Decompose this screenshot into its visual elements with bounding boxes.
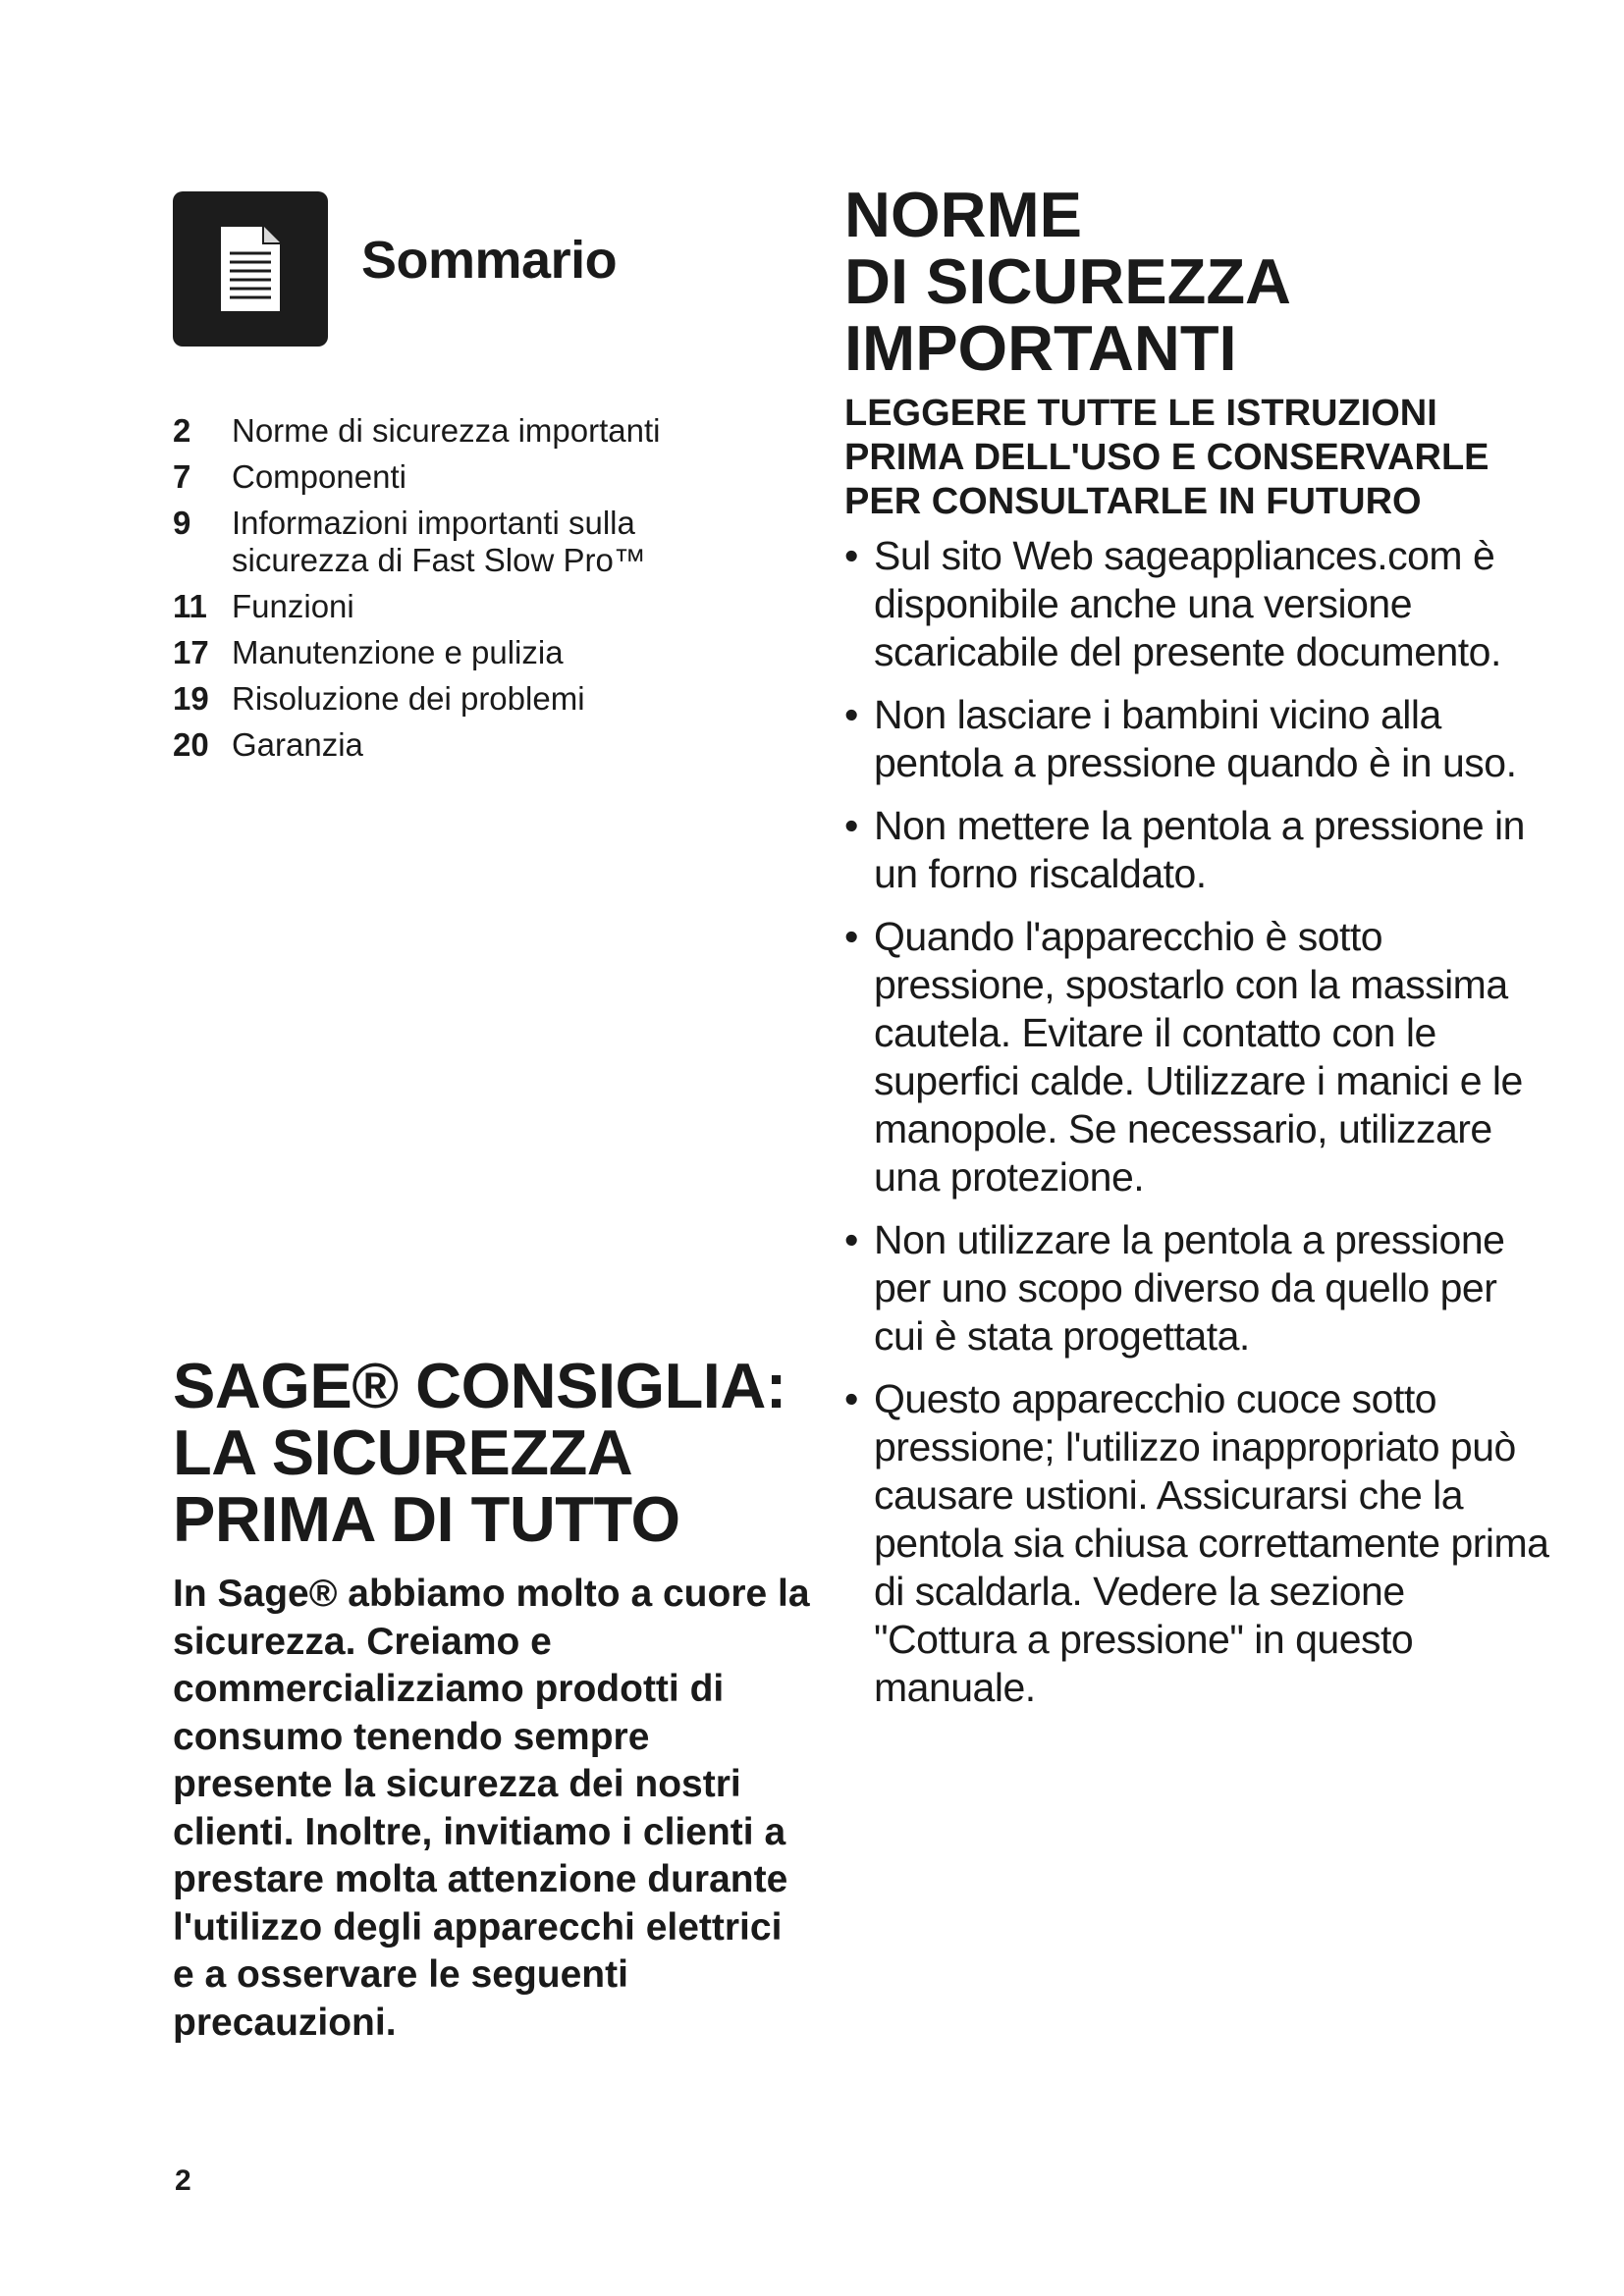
toc-item-number: 2 — [173, 412, 191, 449]
toc-item[interactable] — [173, 458, 723, 496]
toc-item[interactable] — [173, 680, 723, 718]
advice-heading-line: LA SICUREZZA — [173, 1416, 633, 1488]
safety-bullet — [844, 1216, 1551, 1361]
toc-list — [173, 412, 723, 773]
safety-bullet-list — [844, 532, 1551, 1712]
safety-bullet — [844, 532, 1551, 676]
toc-item-number: 7 — [173, 458, 191, 495]
toc-item-number: 17 — [173, 634, 209, 670]
bullet-icon: • — [844, 1217, 858, 1262]
safety-bullet-text: Non lasciare i bambini vicino alla pentola a pressione quando è in uso. — [874, 692, 1517, 785]
toc-item-label: Garanzia — [232, 726, 363, 763]
bullet-icon: • — [844, 692, 858, 737]
bullet-icon: • — [844, 533, 858, 578]
safety-bullet — [844, 691, 1551, 787]
bullet-icon: • — [844, 1376, 858, 1421]
safety-bullet-text: Non mettere la pentola a pressione in un forno riscaldato. — [874, 803, 1525, 896]
advice-heading-line: PRIMA DI TUTTO — [173, 1483, 680, 1555]
toc-title: Sommario — [361, 231, 618, 290]
safety-heading-line: DI SICUREZZA — [844, 245, 1291, 317]
toc-item-label: Componenti — [232, 458, 406, 495]
safety-heading — [844, 179, 1551, 384]
toc-item[interactable] — [173, 505, 723, 579]
safety-advice-section — [173, 1350, 811, 2047]
safety-bullet-text: Sul sito Web sageappliances.com è disponibile anche una versione scaricabile del presente documento. — [874, 533, 1501, 674]
document-icon — [173, 191, 328, 347]
safety-bullet-text: Questo apparecchio cuoce sotto pressione; l'utilizzo inappropriato può causare ustioni. Assicurarsi che la pentola sia chiusa correttamente prima di scaldarla. Vedere la sezione "Cottura a pressione" in questo manuale. — [874, 1376, 1549, 1710]
safety-subheading: LEGGERE TUTTE LE ISTRUZIONI PRIMA DELL'USO E CONSERVARLE PER CONSULTARLE IN FUTURO — [844, 393, 1489, 522]
safety-rules-section — [844, 179, 1551, 1727]
toc-item[interactable] — [173, 634, 723, 671]
advice-heading-line: SAGE® CONSIGLIA: — [173, 1350, 786, 1421]
toc-item-label: Risoluzione dei problemi — [232, 680, 585, 717]
page-number: 2 — [175, 2164, 191, 2197]
safety-heading-line: NORME — [844, 179, 1082, 250]
toc-item-number: 11 — [173, 588, 207, 624]
toc-header — [173, 191, 617, 347]
safety-bullet — [844, 1375, 1551, 1712]
toc-item-number: 20 — [173, 726, 209, 763]
toc-item-label: Manutenzione e pulizia — [232, 634, 564, 670]
safety-heading-line: IMPORTANTI — [844, 312, 1237, 384]
toc-item[interactable] — [173, 588, 723, 625]
safety-bullet-text: Quando l'apparecchio è sotto pressione, spostarlo con la massima cautela. Evitare il contatto con le superfici calde. Utilizzare i manici e le manopole. Se necessario, utilizzare una protezione. — [874, 914, 1523, 1200]
toc-item[interactable] — [173, 412, 723, 450]
advice-heading — [173, 1350, 811, 1555]
safety-bullet-text: Non utilizzare la pentola a pressione per uno scopo diverso da quello per cui è stata progettata. — [874, 1217, 1505, 1359]
advice-intro: In Sage® abbiamo molto a cuore la sicurezza. Creiamo e commercializziamo prodotti di consumo tenendo sempre presente la sicurezza dei nostri clienti. Inoltre, invitiamo i clienti a prestare molta attenzione durante l'utilizzo degli apparecchi elettrici e a osservare le seguenti precauzioni. — [173, 1573, 810, 2044]
toc-item-label: Norme di sicurezza importanti — [232, 412, 661, 449]
toc-item-label: Funzioni — [232, 588, 354, 624]
safety-bullet — [844, 802, 1551, 898]
bullet-icon: • — [844, 914, 858, 959]
toc-item[interactable] — [173, 726, 723, 764]
toc-item-label: Informazioni importanti sulla sicurezza di Fast Slow Pro™ — [232, 505, 646, 578]
toc-item-number: 9 — [173, 505, 191, 541]
safety-bullet — [844, 913, 1551, 1201]
toc-item-number: 19 — [173, 680, 209, 717]
bullet-icon: • — [844, 803, 858, 848]
